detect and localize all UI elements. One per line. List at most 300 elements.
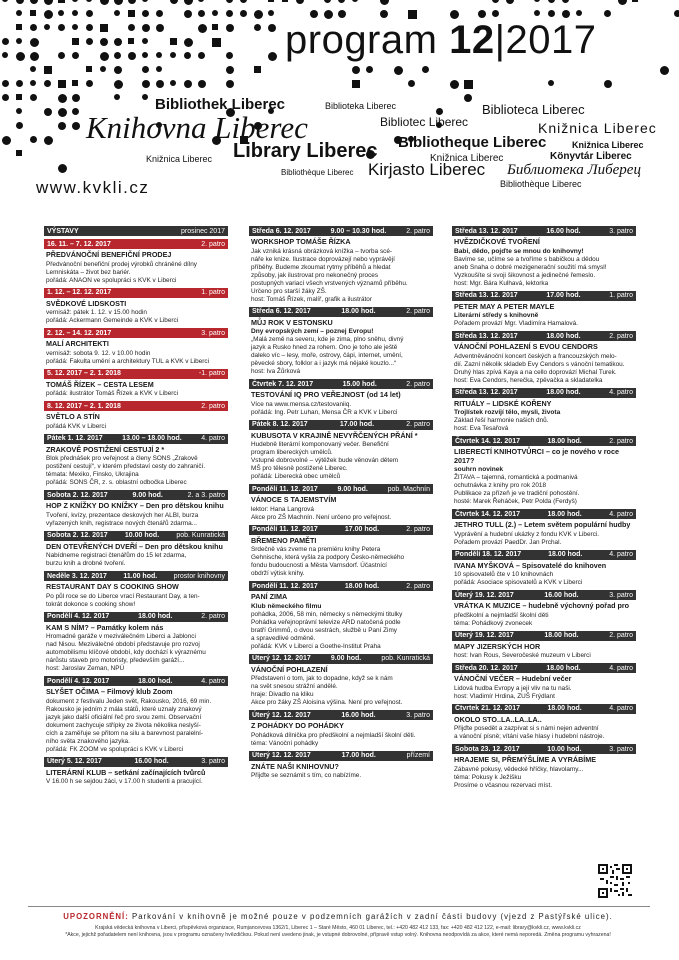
event-subtitle: souhrn novinek: [454, 466, 504, 473]
decorative-dot: [30, 10, 36, 16]
decorative-dot: [352, 66, 360, 74]
event-date: Sobota 2. 12. 2017: [47, 532, 108, 539]
event-place: 2. a 3. patro: [187, 491, 225, 499]
footer-address: Krajská vědecká knihovna v Liberci, příspěvková organizace, Rumjancevova 1362/1, Liberec 1 – Staré Město, 460 01 Liberec, tel.: +420 482 412 133, fax: +420 482 412 122, e-mail: library@kvkli.cz, www.kvkli.cz: [95, 925, 581, 931]
event-item: [249, 226, 433, 304]
event-time: 9.00 – 10.30 hod.: [330, 227, 387, 235]
event-text-line: obdrží výtisk knihy.: [251, 570, 305, 577]
event-date-bar: [452, 704, 636, 714]
event-place: 3. patro: [609, 591, 633, 599]
event-text-line: host: Eva Tesařová: [454, 425, 509, 432]
event-date-bar: [249, 307, 433, 317]
event-text-line: pořádá: Fakulta umění a architektury TUL a KVK v Liberci: [46, 357, 210, 365]
decorative-dot: [548, 80, 554, 86]
decorative-dot: [16, 0, 24, 4]
decorative-dot: [562, 10, 570, 18]
event-title: HRAJEME SI, PŘEMÝŠLÍME A VYRÁBÍME: [454, 755, 597, 764]
event-text-line: jazyk jako další oficiální řeč pro svou zemi. Observační: [46, 713, 202, 721]
event-place: prostor knihovny: [173, 572, 225, 580]
event-text-line: Gehnische, která vyšla za podpory Česko-německého: [251, 554, 405, 561]
library-name: Bibliothek Liberec: [155, 96, 286, 113]
event-date: Středa 20. 12. 2017: [455, 664, 518, 672]
event-item: [249, 654, 433, 708]
decorative-dot: [86, 24, 93, 31]
decorative-dot: [72, 80, 78, 86]
event-text-line: MŠ pro tělesně postižené Liberec.: [251, 465, 348, 472]
decorative-dot: [128, 0, 136, 4]
event-date: Pondělí 11. 12. 2017: [252, 485, 318, 493]
event-time: 9.00 hod.: [132, 491, 163, 499]
library-name: Библиотека Либерец: [507, 162, 641, 178]
event-date-bar: [44, 612, 228, 622]
event-time: 10.00 hod.: [547, 745, 582, 753]
event-text-line: příběhy. Budeme zkoumat rytmy příběhů a hledat: [251, 263, 391, 271]
event-date: Pondělí 4. 12. 2017: [47, 677, 110, 685]
decorative-dot: [16, 150, 22, 156]
event-text-line: pořádá: ANAON ve spolupráci s KVK v Liberci: [46, 276, 177, 284]
event-date-bar: [452, 744, 636, 754]
decorative-dot: [30, 38, 39, 47]
event-text-line: Vstupné dobrovolné – výtěžek bude věnován dětem: [251, 457, 399, 464]
event-place: -1. patro: [198, 370, 225, 377]
decorative-dot: [86, 38, 93, 45]
decorative-dot: [142, 52, 148, 58]
event-date: Úterý 5. 12. 2017: [47, 758, 102, 765]
event-place: 4. patro: [609, 664, 633, 672]
event-title: SVĚDKOVÉ LIDSKOSTI: [46, 298, 127, 308]
event-item: [452, 388, 636, 434]
event-item: [249, 420, 433, 482]
decorative-dot: [184, 80, 192, 88]
event-text-line: hraje: Divadlo na kliku: [251, 691, 314, 698]
decorative-dot: [72, 38, 79, 45]
decorative-dot: [30, 94, 37, 101]
event-text-line: ochutnávka z knihy pro rok 2018: [454, 482, 547, 489]
event-text-line: pořádá: KVK v Liberci a Goethe-Institut Praha: [251, 642, 381, 650]
event-time: 15.00 hod.: [342, 380, 377, 388]
event-text-line: Vyprávění a hudební ukázky z fondu KVK v Liberci.: [454, 530, 600, 538]
event-text-line: Po půl roce se do Liberce vrací Restaurant Day, a ten-: [46, 592, 200, 600]
event-text-line: host: Iva Žůrková: [251, 368, 301, 375]
decorative-dot: [58, 108, 67, 117]
decorative-dot: [2, 0, 8, 2]
event-date: Čtvrtek 14. 12. 2017: [455, 437, 520, 445]
event-place: 4. patro: [609, 389, 633, 396]
decorative-dot: [408, 80, 415, 87]
event-date: 1. 12. – 12. 12. 2017: [47, 289, 112, 296]
event-text-line: Lemniskáta – život bez bariér.: [46, 268, 131, 276]
decorative-dot: [58, 80, 66, 88]
event-date: Úterý 12. 12. 2017: [252, 752, 311, 759]
event-text-line: Bavíme se, učíme se a tvoříme s babičkou a dědou: [454, 255, 600, 263]
decorative-dot: [72, 52, 79, 59]
event-text-line: pořádá KVK v Liberci: [46, 422, 107, 430]
event-date: Středa 13. 12. 2017: [455, 292, 518, 299]
event-text-line: Lidová hudba Evropy a její vliv na tu naši.: [454, 684, 572, 692]
decorative-dot: [226, 0, 233, 3]
events-columns: [44, 226, 642, 882]
event-text-line: pěvecké sbory, folklor a i jazyk má nějaké kouzlo...“: [251, 360, 397, 367]
event-time: 9.00 hod.: [330, 655, 362, 662]
event-text-line: témata: Mexiko, Finsko, Ukrajina: [46, 471, 139, 478]
event-item: [249, 484, 433, 522]
event-title: SLYŠET OČIMA – Filmový klub Zoom: [46, 687, 173, 696]
event-time: 16.00 hod.: [134, 758, 169, 765]
event-item: [44, 571, 228, 609]
event-place: 1. patro: [201, 289, 225, 296]
event-text-line: Nabídneme registraci čtenářům do 15 let zdarma,: [46, 552, 187, 559]
decorative-dot: [114, 38, 122, 46]
event-date: Úterý 19. 12. 2017: [455, 632, 514, 639]
event-item: [249, 379, 433, 417]
event-text-line: V 16.00 h se sejdou žáci, v 17.00 h studenti a pracující.: [46, 778, 203, 785]
qr-code-icon: [598, 864, 632, 898]
decorative-dot: [156, 80, 164, 88]
decorative-dot: [464, 80, 473, 89]
parking-notice: [28, 912, 648, 921]
event-text-line: Předvánoční benefiční prodej výrobků chráněné dílny: [46, 260, 197, 268]
event-item: [44, 757, 228, 787]
event-date: Pátek 8. 12. 2017: [252, 421, 308, 428]
decorative-dot: [16, 38, 22, 44]
event-text-line: Akce pro žáky ZŠ Aloisina výšina. Není pro veřejnost.: [251, 699, 403, 706]
event-place: 2. patro: [201, 613, 225, 620]
header: [0, 0, 679, 205]
event-date-bar: [249, 654, 433, 664]
decorative-dot: [156, 10, 163, 17]
event-text-line: Zábavné pokusy, vědecké hříčky, hlavolamy...: [454, 765, 584, 773]
event-place: 2. patro: [201, 402, 225, 410]
event-text-line: bratří Grimmů, o dvou sestrách, službě u Paní Zimy: [251, 626, 397, 634]
event-date-bar: [452, 291, 636, 301]
decorative-dot: [30, 66, 36, 72]
decorative-dot: [198, 10, 205, 17]
event-text-line: téma: Pohádkový zvonecek: [454, 619, 533, 627]
event-text-line: postupných variací všech vrstvených významů příběhu.: [251, 279, 408, 287]
decorative-dot: [324, 0, 331, 3]
event-time: 18.00 hod.: [546, 332, 581, 340]
decorative-dot: [16, 108, 22, 114]
event-place: 3. patro: [201, 758, 225, 765]
decorative-dot: [30, 0, 38, 4]
event-text-line: pohádka, 2006, 58 min, německy s německými titulky: [251, 610, 403, 618]
event-item: [452, 331, 636, 385]
decorative-dot: [100, 52, 109, 61]
decorative-dot: [296, 0, 304, 4]
event-date: Středa 6. 12. 2017: [252, 308, 311, 315]
event-time: 18.00 hod.: [344, 582, 380, 590]
event-text-line: daleko víc – lesy, moře, ostrovy, čápi, internet, umění,: [251, 352, 403, 359]
event-text-line: Určeno pro starší žáky ZŠ.: [251, 287, 327, 295]
library-name: Bibliothèque Liberec: [500, 179, 582, 189]
decorative-dot: [156, 66, 162, 72]
event-text-line: jazyk a Rusko hned za rohem. Ono je toho ale ještě: [251, 344, 398, 351]
event-text-line: Více na www.mensa.cz/testovaniiq.: [251, 400, 352, 408]
event-text-line: Představení o tom, jak to dopadne, když se k nám: [251, 675, 393, 682]
decorative-dot: [142, 0, 148, 2]
event-date: Úterý 12. 12. 2017: [252, 711, 311, 719]
decorative-dot: [128, 52, 136, 60]
event-title: VÁNOCE S TAJEMSTVÍM: [251, 495, 337, 504]
decorative-dot: [16, 10, 22, 16]
decorative-dot: [30, 136, 37, 143]
event-date-bar: [44, 571, 228, 581]
event-time: 18.00 hod.: [547, 437, 582, 445]
event-text-line: Hudebně literární komponovaný večer. Benefiční: [251, 441, 389, 448]
event-place: 3. patro: [609, 227, 633, 235]
program-title: [285, 18, 596, 63]
decorative-dot: [44, 0, 53, 5]
decorative-dot: [2, 38, 9, 45]
event-text-line: téma: Pokusy k Ježíšku: [454, 773, 522, 781]
event-text-line: ního světa znakového jazyka.: [46, 737, 130, 745]
decorative-dot: [254, 24, 261, 31]
decorative-dot: [380, 10, 388, 18]
event-item: [249, 581, 433, 651]
event-title: PETER MAY A PETER MAYLE: [454, 301, 555, 311]
event-title: ZNÁTE NAŠI KNIHOVNU?: [251, 761, 339, 771]
event-title: VÁNOČNÍ POHLAZENÍ: [251, 664, 328, 674]
decorative-dot: [450, 80, 459, 89]
event-place: 4. patro: [609, 705, 633, 712]
event-date: Čtvrtek 21. 12. 2017: [455, 705, 520, 712]
event-item: [452, 436, 636, 506]
decorative-dot: [114, 52, 121, 59]
program-year: 2017: [505, 18, 597, 62]
decorative-dot: [156, 52, 162, 58]
event-text-line: burzu knih a drobné tvoření.: [46, 560, 126, 567]
event-text-line: host: Ivan Rous, Severočeské muzeum v Liberci: [454, 652, 591, 659]
event-date-bar: [452, 663, 636, 673]
event-text-line: pořádá: FK ZOOM ve spolupráci s KVK v Liberci: [46, 745, 184, 753]
events-column-3: [452, 226, 636, 793]
event-text-line: Akce pro ZŠ Machnín. Není určeno pro veřejnost.: [251, 513, 392, 521]
event-date-bar: [44, 490, 228, 500]
event-item: [44, 612, 228, 674]
event-text-line: Adventněvánoční koncert českých a francouzských melo-: [454, 352, 617, 360]
event-title: PŘEDVÁNOČNÍ BENEFIČNÍ PRODEJ: [46, 250, 172, 259]
event-title: VÁNOČNÍ POHLAZENÍ S EVOU CENDORS: [454, 342, 598, 351]
program-month: 12: [449, 18, 495, 62]
event-text-line: náře ke knize. Ilustrace doprovázejí nebo vyprávějí: [251, 255, 395, 263]
library-name: Knižnica Liberec: [430, 153, 504, 164]
event-date: 2. 12. – 14. 12. 2017: [47, 329, 112, 337]
decorative-dot: [2, 52, 8, 58]
event-title: TESTOVÁNÍ IQ PRO VEŘEJNOST (od 14 let): [251, 390, 401, 399]
decorative-dot: [254, 10, 263, 19]
decorative-dot: [268, 52, 277, 61]
event-time: 18.00 hod.: [546, 389, 581, 396]
event-text-line: Srdečně vás zveme na premiéru knihy Petera: [251, 546, 381, 553]
library-name: Bibliotheque Liberec: [398, 134, 547, 151]
event-item: [44, 490, 228, 528]
event-text-line: Rakousko je jedním z mála států, které uznaly znakový: [46, 705, 202, 713]
decorative-dot: [128, 10, 135, 17]
event-item: [44, 288, 228, 326]
event-item: [249, 307, 433, 377]
events-column-2: [249, 226, 433, 783]
decorative-dot: [16, 24, 22, 30]
event-date: Středa 13. 12. 2017: [455, 332, 518, 340]
decorative-dot: [184, 52, 191, 59]
decorative-dot: [226, 80, 234, 88]
decorative-dot: [170, 80, 176, 86]
event-date: Středa 13. 12. 2017: [455, 227, 518, 235]
event-item: [249, 525, 433, 579]
event-text-line: cích a zaměřuje se přitom na silu a barevnost paralelní-: [46, 729, 204, 737]
decorative-dot: [212, 10, 218, 16]
event-date: Úterý 12. 12. 2017: [252, 655, 311, 662]
decorative-dot: [58, 122, 66, 130]
event-item: [249, 710, 433, 748]
event-place: 2. patro: [406, 380, 430, 388]
event-time: 13.00 – 18.00 hod.: [122, 435, 182, 442]
decorative-dot: [170, 0, 178, 4]
event-place: 3. patro: [201, 329, 225, 337]
event-time: 17.00 hod.: [339, 421, 375, 428]
event-text-line: Základ řeší harmonie našich dnů.: [454, 417, 549, 424]
decorative-dot: [492, 10, 499, 17]
event-date-bar: [44, 676, 228, 686]
event-title: RESTAURANT DAY S COOKING SHOW: [46, 582, 179, 591]
event-place: 2. patro: [406, 308, 430, 315]
decorative-dot: [436, 108, 443, 115]
event-title: JETHRO TULL (2.) – Letem světem populární hudby: [454, 520, 631, 529]
event-place: 4. patro: [201, 677, 225, 685]
event-item: [452, 590, 636, 628]
event-place: pob. Machnín: [387, 485, 430, 493]
event-date-bar: [44, 401, 228, 411]
event-date: 5. 12. 2017 – 2. 1. 2018: [47, 370, 121, 377]
decorative-dot: [16, 80, 23, 87]
event-title: OKOLO STO..LA..LA..LA..: [454, 714, 542, 724]
event-text-line: a vánoční písně; vítáni vaše hlasy i hudební nástroje.: [454, 733, 605, 740]
decorative-dot: [114, 0, 123, 5]
event-time: 18.00 hod.: [547, 705, 582, 712]
event-time: 11.00 hod.: [123, 572, 158, 580]
event-text-line: host: Mgr. Bára Kulhavá, lektorka: [454, 279, 549, 287]
decorative-dot: [604, 80, 612, 88]
event-item: [44, 401, 228, 431]
event-date-bar: [249, 525, 433, 535]
event-date-bar: [452, 631, 636, 641]
event-date-bar: [44, 434, 228, 444]
event-item: [452, 663, 636, 701]
decorative-dot: [464, 94, 472, 102]
event-title: TOMÁŠ ŘÍZEK – CESTA LESEM: [46, 379, 154, 389]
decorative-dot: [548, 0, 555, 3]
event-place: 3. patro: [609, 745, 633, 753]
event-time: 16.00 hod.: [546, 227, 581, 235]
event-text-line: automobilismu klíčové období, kdy dochází k výraznému: [46, 649, 206, 656]
library-name: Kirjasto Liberec: [368, 160, 486, 179]
event-title: MALÍ ARCHITEKTI: [46, 339, 109, 348]
decorative-dot: [268, 10, 274, 16]
event-title: LIBERECTÍ KNIHOTVŮRCI – co je nového v roce 2017?: [454, 447, 619, 465]
event-text-line: Vyzkoušíte si svoji šikovnost a jedinečné řemeslo.: [454, 271, 596, 279]
event-title: VÁNOČNÍ VEČER – Hudební večer: [454, 674, 572, 683]
event-date-bar: [452, 509, 636, 519]
decorative-dot: [30, 24, 37, 31]
event-subtitle: Literární středy s knihovně: [454, 312, 539, 319]
event-text-line: hosté: Marek Řeháček, Petr Polda (Ferdyš): [454, 498, 577, 505]
event-title: VRÁTKA K MUZICE – hudebně výchovný pořad pro: [454, 601, 630, 610]
event-text-line: tokrát dokonce s cooking show!: [46, 600, 136, 608]
library-name: Bibliotec Liberec: [380, 115, 469, 129]
event-item: [452, 291, 636, 329]
event-place: 1. patro: [609, 292, 633, 299]
event-text-line: vernisáž: sobota 9. 12. v 10.00 hodin: [46, 349, 151, 357]
event-date-bar: [44, 757, 228, 767]
decorative-dot: [366, 66, 373, 73]
event-title: BŘEMENO PAMĚTI: [251, 535, 317, 545]
event-time: 17.00 hod.: [341, 752, 376, 759]
decorative-dot: [352, 0, 358, 2]
event-text-line: Jak vzniká krásná obrázková knížka – tvorba scé-: [251, 247, 393, 255]
decorative-dot: [2, 136, 11, 145]
decorative-dot: [100, 0, 109, 5]
event-text-line: program libereckých umělců.: [251, 449, 333, 456]
decorative-dot: [562, 0, 569, 3]
decorative-dot: [576, 10, 582, 16]
decorative-dot: [114, 80, 123, 89]
event-item: [452, 704, 636, 742]
decorative-dot: [660, 66, 669, 75]
event-title: DEN OTEVŘENÝCH DVEŘÍ – Den pro dětskou knihu: [46, 541, 223, 551]
event-time: 16.00 hod.: [341, 711, 376, 719]
event-time: 18.00 hod.: [341, 308, 376, 315]
event-text-line: Přijďte posedět a zazpívat si s námi nejen adventní: [454, 725, 599, 732]
event-place: 4. patro: [609, 510, 633, 518]
event-subtitle: Trojlístek rozvíjí tělo, mysli, života: [454, 409, 561, 416]
event-item: [44, 239, 228, 285]
event-text-line: Přijďte se seznámit s tím, co nabízíme.: [251, 772, 362, 779]
event-title: PANÍ ZIMA: [251, 592, 288, 601]
decorative-dot: [422, 66, 429, 73]
notice-text: Parkování v knihovně je možné pouze v podzemních garážích v zadní části budovy (vjezd z Pastýřské ulice).: [132, 912, 613, 921]
website-url: www.kvkli.cz: [36, 178, 150, 197]
decorative-dot: [198, 52, 205, 59]
decorative-dot: [310, 10, 318, 18]
decorative-dot: [114, 94, 120, 100]
decorative-dot: [58, 10, 64, 16]
decorative-dot: [72, 10, 78, 16]
decorative-dot: [142, 80, 150, 88]
decorative-dot: [128, 24, 135, 31]
event-text-line: 10 spisovatelů čte v 10 knihovnách: [454, 571, 554, 578]
event-text-line: vernisáž: pátek 1. 12. v 15.00 hodin: [46, 309, 147, 316]
event-date: Sobota 23. 12. 2017: [455, 745, 520, 753]
decorative-dot: [72, 108, 79, 115]
decorative-dot: [198, 80, 206, 88]
decorative-dot: [58, 164, 67, 173]
decorative-dot: [2, 94, 9, 101]
event-text-line: pořádá: Ing. Petr Luhan, Mensa ČR a KVK v Liberci: [251, 408, 398, 416]
event-time: 17.00 hod.: [546, 292, 581, 299]
decorative-dot: [44, 108, 52, 116]
decorative-dot: [72, 122, 80, 130]
event-title: IVANA MYŠKOVÁ – Spisovatelé do knihoven: [454, 560, 607, 570]
event-date: Středa 6. 12. 2017: [252, 227, 311, 235]
event-text-line: Blok přednášek pro veřejnost a členy SONS „Zrakově: [46, 455, 198, 462]
event-time: 9.00 hod.: [337, 485, 368, 493]
event-text-line: Pohádková dílnička pro předškolní a nejmladší školní děti.: [251, 731, 416, 739]
event-time: 18.00 hod.: [547, 510, 582, 518]
event-time: 18.00 hod.: [546, 664, 581, 672]
event-date: Neděle 3. 12. 2017: [47, 572, 107, 580]
event-place: 2. patro: [406, 526, 430, 533]
event-time: 18.00 hod.: [544, 632, 579, 639]
